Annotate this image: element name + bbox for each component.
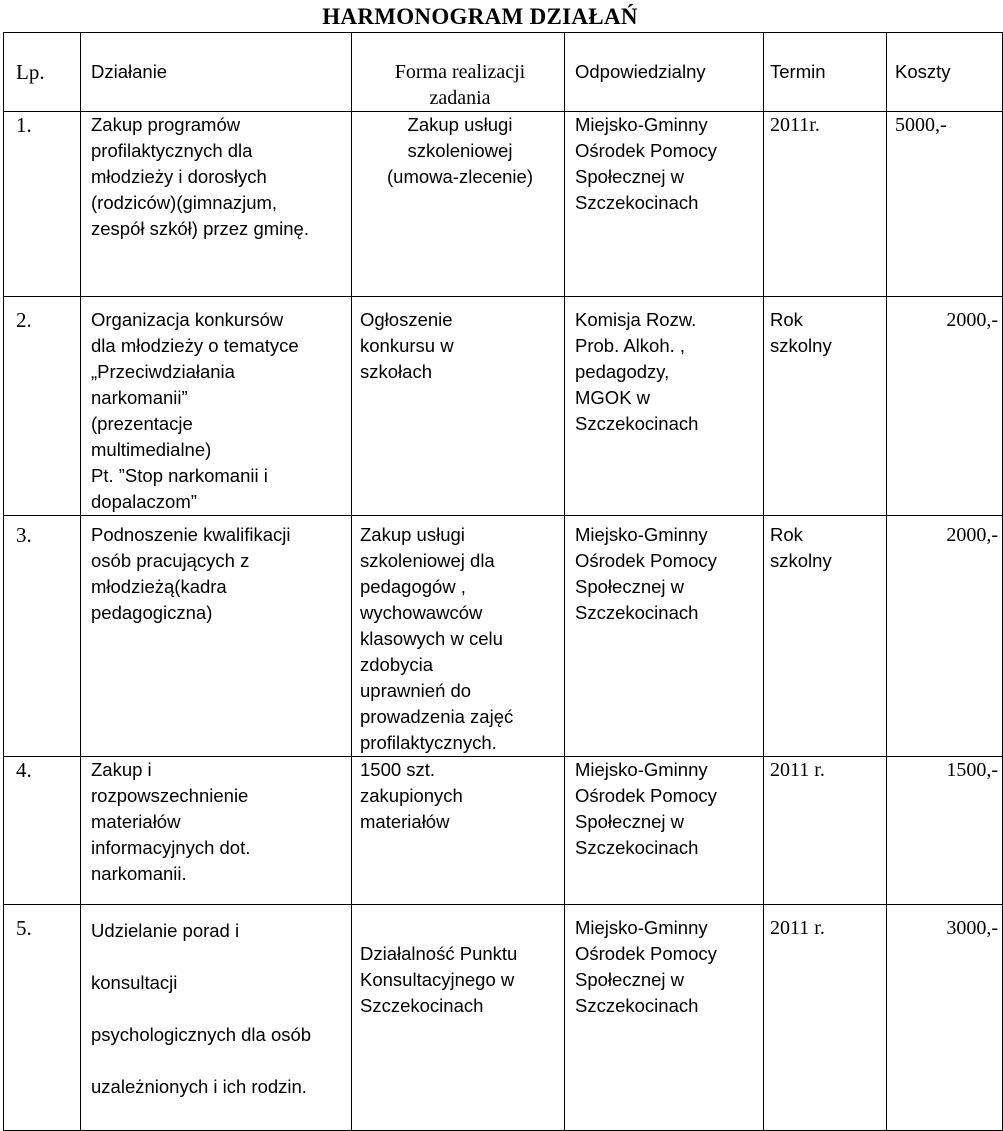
row3-odpowiedzialny: Miejsko-Gminny Ośrodek Pomocy Społecznej w Szczekocinach: [575, 524, 717, 623]
row4-termin: 2011 r.: [770, 759, 825, 781]
row2-odpowiedzialny: Komisja Rozw. Prob. Alkoh. , pedagodzy, MGOK w Szczekocinach: [575, 309, 699, 434]
cell-koszty: [887, 516, 1003, 757]
row2-dzialanie: Organizacja konkursów dla młodzieży o tematyce „Przeciwdziałania narkomanii” (prezentacje multimedialne) Pt. ”Stop narkomanii i dopalaczom”: [91, 309, 299, 512]
row1-termin: 2011r.: [770, 114, 820, 136]
header-forma-label: Forma realizacji zadania: [394, 61, 526, 109]
header-dzialanie-label: Działanie: [91, 61, 168, 82]
row4-lp: 4.: [16, 758, 32, 782]
row5-termin: 2011 r.: [770, 917, 825, 939]
cell-lp: [4, 516, 81, 757]
header-forma: [352, 33, 565, 112]
cell-koszty: [887, 297, 1003, 516]
schedule-table: [3, 32, 1003, 1131]
table-row: [4, 297, 1003, 516]
cell-odpowiedzialny: [565, 757, 764, 905]
cell-lp: [4, 905, 81, 1131]
cell-lp: [4, 112, 81, 297]
header-odpowiedzialny-label: Odpowiedzialny: [575, 61, 706, 82]
header-termin-label: Termin: [770, 61, 826, 82]
row4-odpowiedzialny: Miejsko-Gminny Ośrodek Pomocy Społecznej w Szczekocinach: [575, 759, 717, 858]
cell-odpowiedzialny: [565, 516, 764, 757]
row1-odpowiedzialny: Miejsko-Gminny Ośrodek Pomocy Społecznej w Szczekocinach: [575, 114, 717, 213]
row3-lp: 3.: [16, 523, 32, 547]
cell-lp: [4, 297, 81, 516]
header-lp: [4, 33, 81, 112]
cell-lp: [4, 757, 81, 905]
header-koszty: [887, 33, 1003, 112]
header-dzialanie: [81, 33, 352, 112]
cell-forma: [352, 757, 565, 905]
row1-lp: 1.: [16, 113, 32, 137]
header-termin: [764, 33, 887, 112]
table-row: [4, 112, 1003, 297]
cell-forma: [352, 112, 565, 297]
row1-forma: Zakup usługi szkoleniowej (umowa-zlecenie): [387, 114, 533, 187]
row5-koszty: 3000,-: [946, 917, 998, 939]
cell-termin: [764, 757, 887, 905]
row5-lp: 5.: [16, 916, 32, 940]
header-koszty-label: Koszty: [895, 61, 951, 82]
row5-odpowiedzialny: Miejsko-Gminny Ośrodek Pomocy Społecznej w Szczekocinach: [575, 917, 717, 1016]
cell-termin: [764, 297, 887, 516]
cell-dzialanie: [81, 757, 352, 905]
row3-dzialanie: Podnoszenie kwalifikacji osób pracujących z młodzieżą(kadra pedagogiczna): [91, 524, 291, 623]
cell-dzialanie: [81, 905, 352, 1131]
cell-odpowiedzialny: [565, 112, 764, 297]
cell-forma: [352, 905, 565, 1131]
row2-forma: Ogłoszenie konkursu w szkołach: [360, 309, 454, 382]
row5-dzialanie: Udzielanie porad i konsultacji psychologicznych dla osób uzależnionych i ich rodzin.: [91, 920, 312, 1097]
row2-koszty: 2000,-: [946, 309, 998, 331]
cell-koszty: [887, 905, 1003, 1131]
table-header-row: [4, 33, 1003, 112]
row3-termin: Rok szkolny: [770, 524, 832, 571]
row3-forma: Zakup usługi szkoleniowej dla pedagogów , wychowawców klasowych w celu zdobycia uprawnień do prowadzenia zajęć profilaktycznych.: [360, 524, 514, 753]
cell-forma: [352, 297, 565, 516]
row4-koszty: 1500,-: [946, 759, 998, 781]
cell-termin: [764, 516, 887, 757]
cell-dzialanie: [81, 112, 352, 297]
cell-odpowiedzialny: [565, 905, 764, 1131]
cell-odpowiedzialny: [565, 297, 764, 516]
row1-dzialanie: Zakup programów profilaktycznych dla młodzieży i dorosłych (rodziców)(gimnazjum, zespół szkół) przez gminę.: [91, 114, 309, 239]
cell-termin: [764, 905, 887, 1131]
table-row: [4, 757, 1003, 905]
table-row: [4, 516, 1003, 757]
row4-forma: 1500 szt. zakupionych materiałów: [360, 759, 463, 832]
row3-koszty: 2000,-: [946, 524, 998, 546]
header-lp-label: Lp.: [16, 60, 45, 84]
row1-koszty: 5000,-: [895, 114, 947, 136]
row4-dzialanie: Zakup i rozpowszechnienie materiałów informacyjnych dot. narkomanii.: [91, 759, 251, 884]
cell-forma: [352, 516, 565, 757]
cell-dzialanie: [81, 516, 352, 757]
row5-forma: Działalność Punktu Konsultacyjnego w Szczekocinach: [360, 943, 518, 1016]
cell-koszty: [887, 757, 1003, 905]
cell-termin: [764, 112, 887, 297]
row2-termin: Rok szkolny: [770, 309, 832, 356]
cell-koszty: [887, 112, 1003, 297]
header-odpowiedzialny: [565, 33, 764, 112]
row2-lp: 2.: [16, 308, 32, 332]
cell-dzialanie: [81, 297, 352, 516]
document-title: HARMONOGRAM DZIAŁAŃ: [322, 4, 638, 29]
table-row: [4, 905, 1003, 1131]
